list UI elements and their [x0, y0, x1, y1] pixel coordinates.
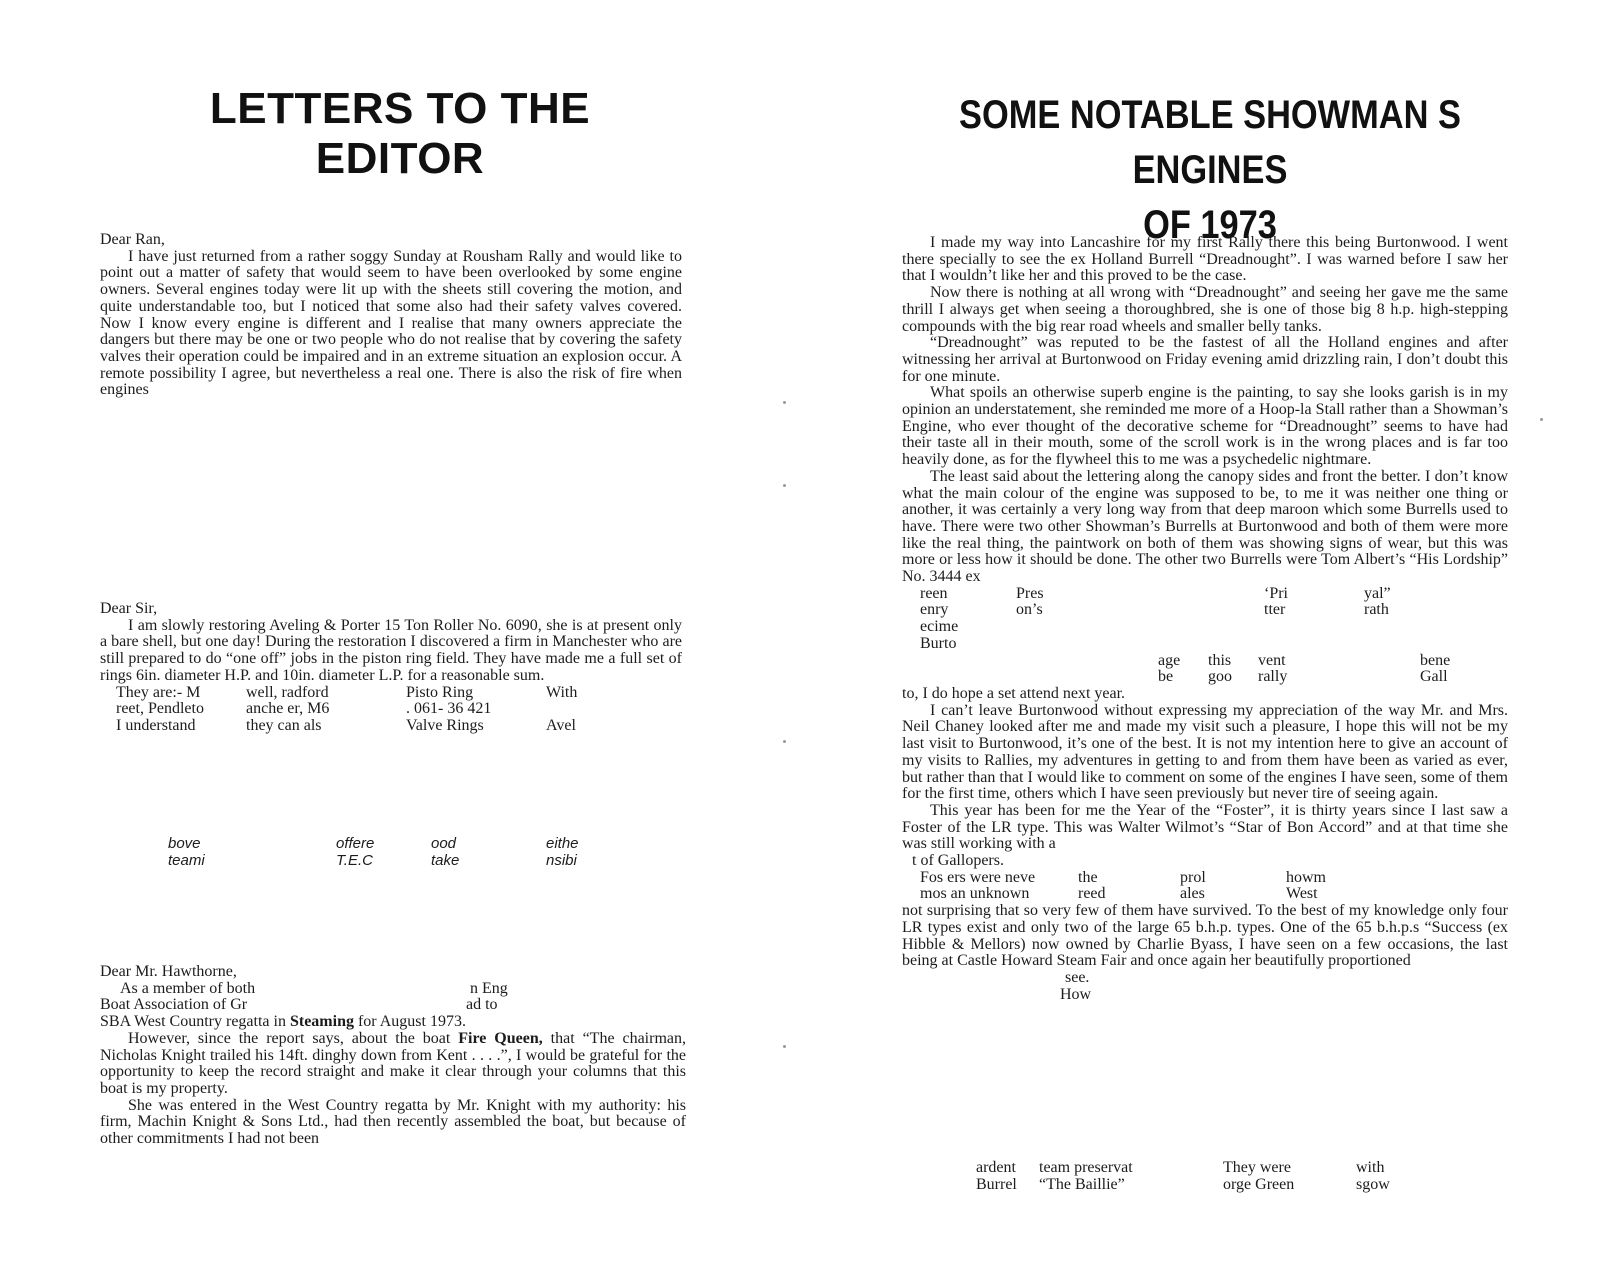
text-run: However, since the report says, about the boat	[128, 1029, 459, 1047]
fragment-text: ood	[431, 835, 457, 852]
fragment-text: Burto	[920, 634, 957, 652]
fragment-text: With	[546, 683, 578, 701]
fragment-text: anche er, M6	[246, 700, 330, 718]
fragment-line	[100, 718, 682, 735]
fragment-text: ardent	[976, 1159, 1016, 1176]
fragment-text: As a member of both	[120, 979, 256, 997]
left-page-title: LETTERS TO THE EDITOR	[209, 84, 591, 183]
fragment-line	[902, 970, 1508, 987]
text-run: for August 1973.	[353, 1013, 466, 1031]
fragment-text: They are:- M	[116, 683, 201, 701]
fragment-line	[902, 636, 1508, 653]
fragment-text: with	[1356, 1159, 1385, 1176]
fragment-text: age	[1158, 651, 1181, 669]
fragment-line	[100, 701, 682, 718]
letter-salutation: Dear Mr. Hawthorne,	[100, 963, 237, 980]
fragment-text: . 061- 36 421	[406, 700, 492, 718]
fragment-text: rath	[1364, 601, 1389, 619]
article-line: t of Gallopers.	[912, 852, 1004, 870]
article-showman-engines	[902, 235, 1508, 1003]
fragment-text: ad to	[466, 996, 498, 1014]
fragment-text: offere	[336, 835, 375, 852]
fragment-text: “The Baillie”	[1039, 1175, 1125, 1193]
fragment-line	[902, 886, 1508, 903]
page-mark	[783, 1045, 786, 1048]
letter-body: I have just returned from a rather soggy Sunday at Rousham Rally and would like to point out a matter of safety that would seem to have been overlooked by some engine owners. Several engines today were lit up with the sheets still covering the motion, and quite understandable too, but I noticed that some also had their safety valves covered. Now I know every engine is different and I realise that many owners appreciate the dangers but there may be one or two people who do not realise that by covering the safety valves their operation could be impaired and in an extreme situation an explosion occur. A remote possibility I agree, but nevertheless a real one. There is also the risk of fire when engines	[100, 247, 682, 399]
fragment-text: T.E.C	[336, 852, 373, 869]
fragment-text: sgow	[1356, 1175, 1390, 1193]
page-mark	[783, 484, 786, 487]
fragment-text: reed	[1078, 885, 1106, 903]
italic-line	[168, 852, 579, 869]
article-paragraph: What spoils an otherwise superb engine is the painting, to say she looks garish is in my opinion an understatement, she reminded me more of a Hoop-la Stall rather than a Showman’s Engine, who ever thought of the decorative scheme for “Dreadnought” seems to have had their taste all in their mouth, some of the scroll work is in the wrong places and is far too heavily done, as for the flywheel this to me was a psychedelic nightmare.	[902, 384, 1508, 469]
fragment-text: n Eng	[470, 979, 508, 997]
text-run: SBA West Country regatta in	[100, 1013, 290, 1031]
letter-salutation: Dear Ran,	[100, 231, 165, 248]
fragment-line	[100, 981, 686, 998]
fragment-text: West	[1286, 885, 1318, 903]
article-paragraph: This year has been for me the Year of the “Foster”, it is thirty years since I last saw a Foster of the LR type. This was Walter Wilmot’s “Star of Bon Accord” and at that time she was still working with a	[902, 801, 1508, 853]
fragment-line	[100, 685, 682, 702]
fragment-text: eithe	[546, 835, 579, 852]
letter-body: I am slowly restoring Aveling & Porter 15 Ton Roller No. 6090, she is at present only a bare shell, but one day! During the restoration I discovered a firm in Manchester who are still prepared to do “one off” jobs in the piston ring field. They have made me a full set of rings 6in. diameter H.P. and 10in. diameter L.P. for a reasonable sum.	[100, 616, 682, 684]
fragment-text: they can als	[246, 716, 322, 734]
fragment-text: this	[1208, 651, 1232, 669]
fragment-text: team preservat	[1039, 1159, 1133, 1176]
fragment-line	[902, 987, 1508, 1004]
fragment-text: be	[1158, 668, 1174, 686]
letter-fire-queen	[100, 964, 686, 1148]
fragment-text: on’s	[1016, 601, 1043, 619]
right-page-title	[935, 88, 1485, 253]
fragment-line	[902, 602, 1508, 619]
page-mark	[783, 740, 786, 743]
fragment-text: take	[431, 852, 460, 869]
fragment-text: prol	[1180, 868, 1206, 886]
fragment-text: teami	[168, 852, 205, 869]
fragment-text: tter	[1264, 601, 1286, 619]
text-run: that “The chairman, Nicholas Knight trailed his 14ft. dinghy down from Kent . . . .”, I would be grateful for the opportunity to keep the record straight and make it clear through your columns that this boat is my property.	[100, 1029, 687, 1097]
fragment-text: see.	[1065, 968, 1090, 986]
title-line: SOME NOTABLE SHOWMAN S ENGINES	[959, 93, 1461, 192]
fragment-text: mos an unknown	[920, 885, 1030, 903]
article-trailing-fragments	[976, 1160, 1416, 1193]
article-paragraph: not surprising that so very few of them have survived. To the best of my knowledge only four LR types exist and only two of the large 65 b.h.p. types. One of the 65 b.h.p.s “Success (ex Hibble & Mellors) now owned by Charlie Byass, I have seen on a few occasions, the last being at Castle Howard Steam Fair and once again her beautifully proportioned	[902, 902, 1508, 970]
letter-line	[100, 1014, 686, 1031]
fragment-text: orge Green	[1223, 1175, 1295, 1193]
boat-name: Fire Queen,	[458, 1029, 543, 1047]
fragment-text: ecime	[920, 618, 959, 636]
italic-line	[168, 835, 579, 852]
fragment-line	[100, 997, 686, 1014]
fragment-text: yal”	[1364, 584, 1391, 602]
fragment-text: Pisto Ring	[406, 683, 474, 701]
title-line: OF 1973	[1143, 203, 1277, 247]
letter-piston-rings	[100, 601, 682, 735]
fragment-text: rally	[1258, 668, 1288, 686]
fragment-text: goo	[1208, 668, 1232, 686]
fragment-text: nsibi	[546, 852, 577, 869]
fragment-text: howm	[1286, 868, 1326, 886]
fragment-text: the	[1078, 868, 1098, 886]
fragment-line	[902, 619, 1508, 636]
fragment-text: Gall	[1420, 668, 1448, 686]
page-mark	[1540, 418, 1543, 421]
fragment-text: How	[1060, 985, 1092, 1003]
article-paragraph: The least said about the lettering along the canopy sides and front the better. I don’t know what the main colour of the engine was supposed to be, to me it was neither one thing or another, it was certainly a very long way from that deep maroon which some Burrells used to have. There were two other Showman’s Burrells at Burtonwood and both of them were more like the real thing, the paintwork on both of them was showing signs of wear, but this was more or less how it should be done. The other two Burrells were Tom Albert’s “His Lordship” No. 3444 ex	[902, 467, 1508, 586]
fragment-text: I understand	[116, 716, 196, 734]
letter-salutation: Dear Sir,	[100, 600, 158, 617]
article-paragraph: I made my way into Lancashire for my first Rally there this being Burtonwood. I went there specially to see the ex Holland Burrell “Dreadnought”. I was warned before I saw her that I wouldn’t like her and this proved to be the case.	[902, 234, 1508, 285]
letter-body: She was entered in the West Country regatta by Mr. Knight with my authority: his firm, Machin Knight & Sons Ltd., had then recently assembled the boat, but because of other commitments I had not been	[100, 1096, 686, 1148]
fragment-text: They were	[1223, 1159, 1291, 1176]
fragment-text: Pres	[1016, 584, 1044, 602]
fragment-text: Fos ers were neve	[920, 868, 1036, 886]
fragment-text: Burrel	[976, 1175, 1017, 1193]
fragment-text: reet, Pendleto	[116, 700, 204, 718]
fragment-line	[902, 870, 1508, 887]
fragment-text: Avel	[546, 716, 576, 734]
fragment-text: well, radford	[246, 683, 329, 701]
fragment-text: bove	[168, 835, 201, 852]
fragment-line	[902, 586, 1508, 603]
fragment-line	[976, 1160, 1416, 1177]
letter-rousham	[100, 232, 682, 399]
fragment-text: reen	[920, 584, 948, 602]
magazine-name: Steaming	[289, 1013, 354, 1031]
fragment-line	[902, 669, 1508, 686]
fragment-text: vent	[1258, 651, 1286, 669]
fragment-text: enry	[920, 601, 949, 619]
fragment-text: bene	[1420, 651, 1451, 669]
italic-fragments	[168, 835, 579, 869]
article-line: to, I do hope a set attend next year.	[902, 684, 1126, 702]
article-paragraph: Now there is nothing at all wrong with “Dreadnought” and seeing her gave me the same thrill I always get when seeing a thoroughbred, she is one of those big 8 h.p. high-stepping compounds with the big rear road wheels and smaller belly tanks.	[902, 284, 1508, 335]
fragment-line	[976, 1177, 1416, 1194]
fragment-text: ‘Pri	[1264, 584, 1288, 602]
fragment-text: Valve Rings	[406, 716, 484, 734]
article-paragraph: I can’t leave Burtonwood without expressing my appreciation of the way Mr. and Mrs. Neil Chaney looked after me and made my visit such a pleasure, I hope this will not be my last visit to Burtonwood, it’s one of the best. It is not my intention here to give an account of my visits to Rallies, my adventures in getting to and from them have been as varied as ever, but rather than that I would like to comment on some of the engines I have seen, some of them for the first time, others which I have seen previously but never tire of seeing again.	[902, 701, 1508, 803]
fragment-text: Boat Association of Gr	[100, 996, 248, 1014]
fragment-text: ales	[1180, 885, 1205, 903]
letter-body	[100, 1031, 686, 1098]
page-mark	[783, 401, 786, 404]
article-paragraph: “Dreadnought” was reputed to be the fastest of all the Holland engines and after witnessing her arrival at Burtonwood on Friday evening amid drizzling rain, I don’t doubt this for one minute.	[902, 334, 1508, 385]
fragment-line	[902, 653, 1508, 670]
